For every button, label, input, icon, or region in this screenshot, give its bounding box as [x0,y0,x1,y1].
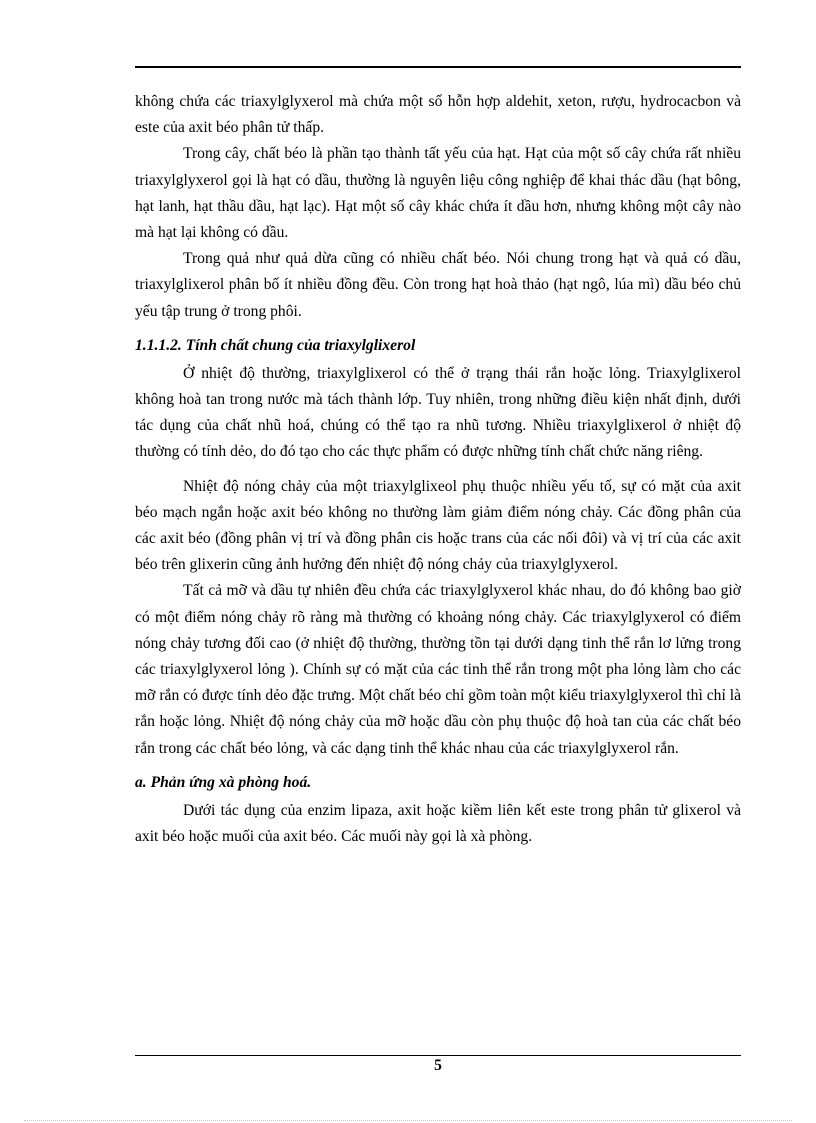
paragraph: Trong quả như quả dừa cũng có nhiều chất béo. Nói chung trong hạt và quả có dầu, triaxylglixerol phân bố ít nhiều đồng đều. Còn trong hạt hoà thảo (hạt ngô, lúa mì) dầu béo chủ yếu tập trung ở trong phôi. [135,250,741,320]
paragraph: Ở nhiệt độ thường, triaxylglixerol có thể ở trạng thái rắn hoặc lỏng. Triaxylglixerol không hoà tan trong nước mà tách thành lớp. Tuy nhiên, trong những điều kiện nhất định, dưới tác dụng của chất nhũ hoá, chúng có thể tạo ra nhũ tương. Nhiều triaxylglixerol ở nhiệt độ thường có tính dẻo, do đó tạo cho các thực phẩm có được những tính chất chức năng riêng. [135,364,741,461]
paragraph: Trong cây, chất béo là phần tạo thành tất yếu của hạt. Hạt của một số cây chứa rất nhiều triaxylglyxerol gọi là hạt có dầu, thường là nguyên liệu công nghiệp để khai thác dầu (hạt bông, hạt lanh, hạt thầu dầu, hạt lạc). Hạt một số cây khác chứa ít dầu hơn, nhưng không một cây nào mà hạt lại không có dầu. [135,145,741,242]
page-body [135,89,741,850]
paragraph: Nhiệt độ nóng chảy của một triaxylglixeol phụ thuộc nhiều yếu tố, sự có mặt của axit béo mạch ngắn hoặc axit béo không no thường làm giảm điểm nóng chảy. Các đồng phân của các axit béo (đồng phân vị trí và đồng phân cis hoặc trans của các nối đôi) và vị trí của các axit béo trên glixerin cũng ảnh hưởng đến nhiệt độ nóng chảy của triaxylglyxerol. [135,477,741,574]
page-number: 5 [434,1057,442,1074]
header-rule [135,66,741,68]
subsection-heading: a. Phản ứng xà phòng hoá. [135,773,312,791]
paragraph: không chứa các triaxylglyxerol mà chứa một số hỗn hợp aldehit, xeton, rượu, hydrocacbon và este của axit béo phân tử thấp. [135,93,741,137]
paragraph: Dưới tác dụng của enzim lipaza, axit hoặc kiềm liên kết este trong phân tử glixerol và axit béo hoặc muối của axit béo. Các muối này gọi là xà phòng. [135,801,741,846]
section-heading: 1.1.1.2. Tính chất chung của triaxylglixerol [135,336,416,354]
page-edge-dotted-line [24,1120,792,1121]
paragraph: Tất cả mỡ và dầu tự nhiên đều chứa các triaxylglyxerol khác nhau, do đó không bao giờ có một điểm nóng chảy rõ ràng mà thường có khoảng nóng chảy. Các triaxylglyxerol có điểm nóng chảy tương đối cao (ở nhiệt độ thường, thường tồn tại dưới dạng tinh thể rắn lơ lửng trong các triaxylglyxerol lỏng ). Chính sự có mặt của các tinh thể rắn trong một pha lỏng làm cho các mỡ rắn có được tính dẻo đặc trưng. Một chất béo chỉ gồm toàn một kiểu triaxylglyxerol thì chỉ là rắn hoặc lỏng. Nhiệt độ nóng chảy của mỡ hoặc dầu còn phụ thuộc độ hoà tan của các chất béo rắn trong các chất béo lỏng, và các dạng tinh thể khác nhau của các triaxylglyxerol rắn. [135,582,741,757]
